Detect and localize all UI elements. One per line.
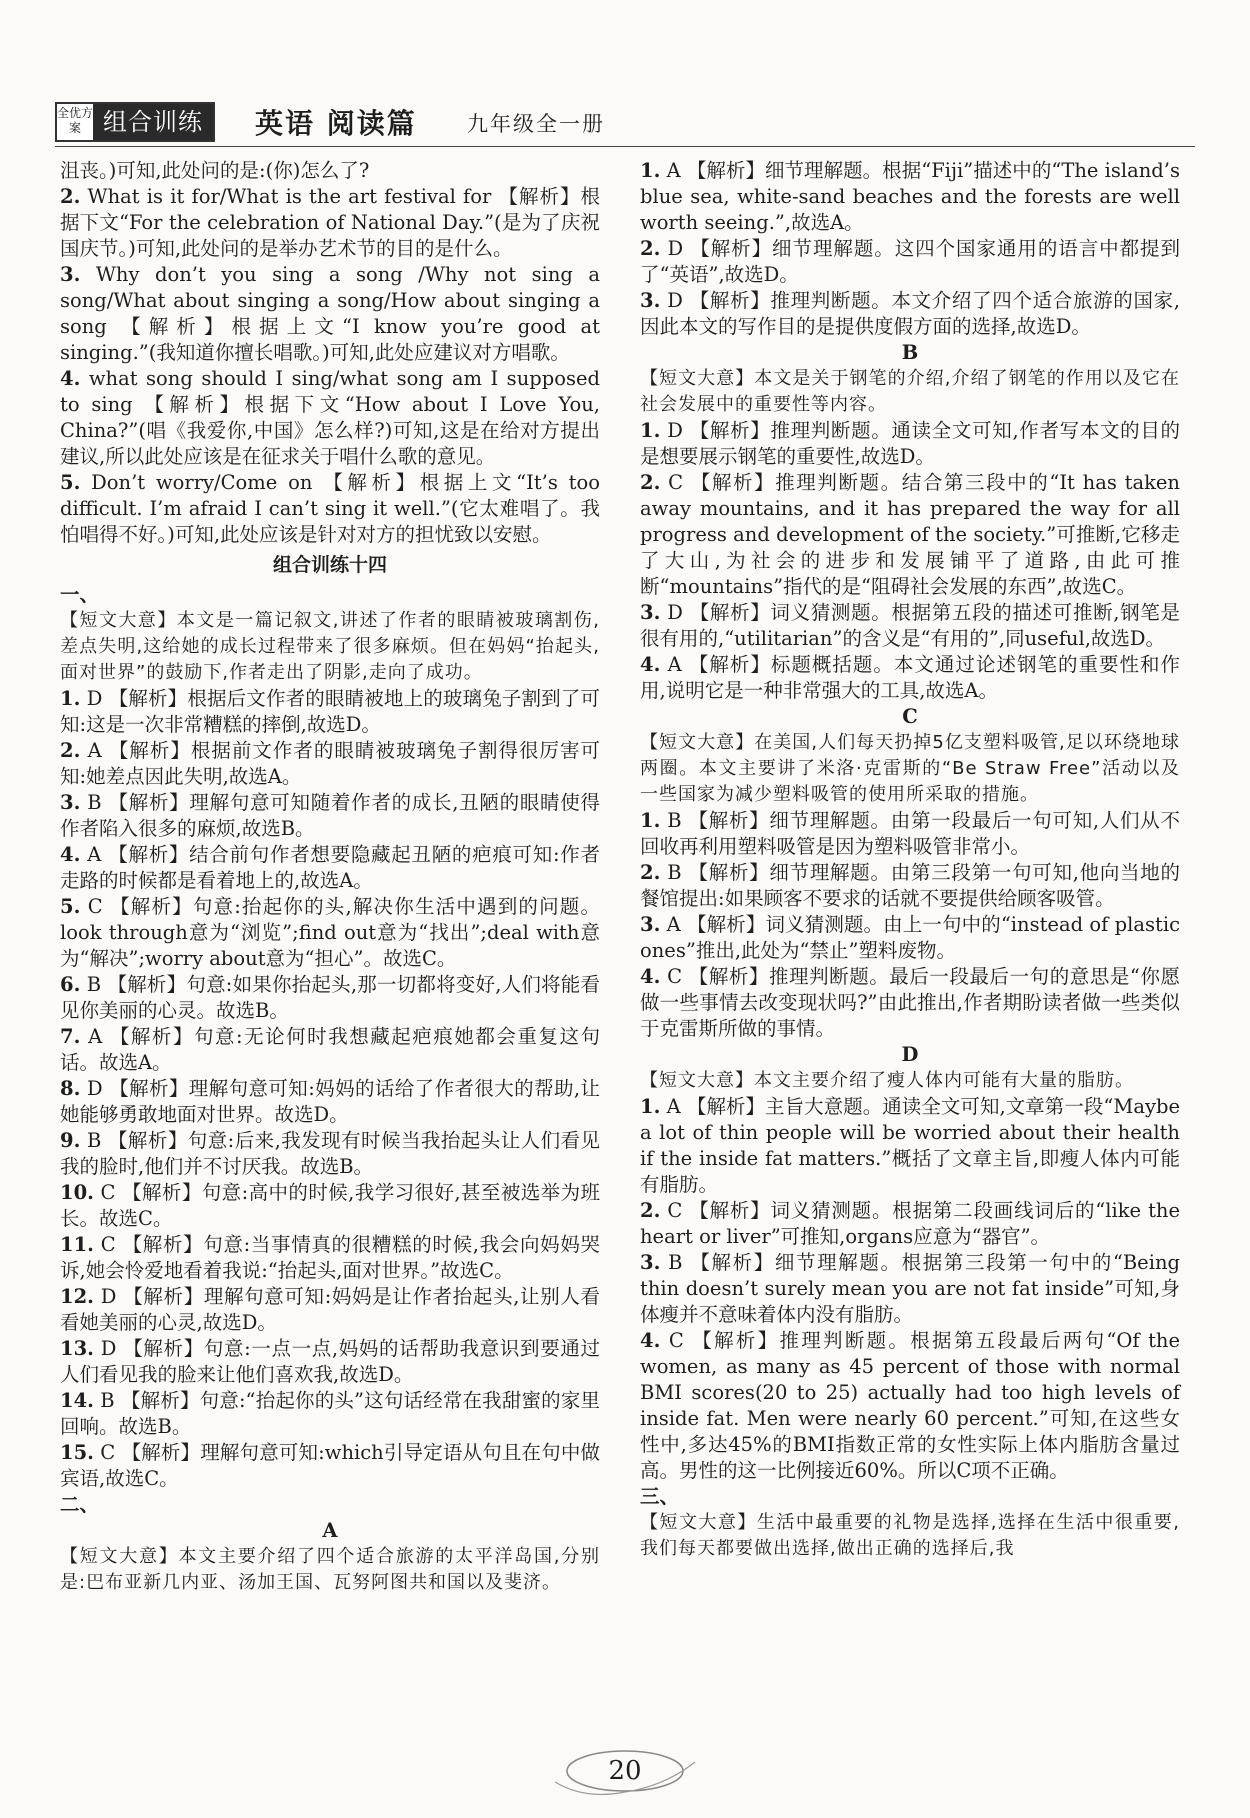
answer-item	[60, 842, 600, 894]
item-number: 13.	[60, 1337, 94, 1360]
item-text: B 【解析】理解句意可知随着作者的成长,丑陋的眼睛使得作者陷入很多的麻烦,故选B。	[60, 791, 600, 840]
answer-item	[60, 184, 600, 262]
item-text: B 【解析】句意:“抬起你的头”这句话经常在我甜蜜的家里回响。故选B。	[60, 1389, 600, 1438]
item-text: A 【解析】细节理解题。根据“Fiji”描述中的“The island’s blue sea, white-sand beaches and the forests are well worth seeing.”,故选A。	[640, 159, 1180, 234]
answer-item	[60, 1284, 600, 1336]
item-text: what song should I sing/what song am I supposed to sing 【解析】根据下文“How about I Love You, China?”(唱《我爱你,中国》怎么样?)可知,这是在给对方提出建议,所以此处应该是在征求关于唱什么歌的意见。	[60, 367, 600, 468]
item-text: B 【解析】细节理解题。由第一段最后一句可知,人们从不回收再利用塑料吸管是因为塑料吸管非常小。	[640, 809, 1180, 858]
item-text: C 【解析】句意:高中的时候,我学习很好,甚至被选举为班长。故选C。	[60, 1181, 600, 1230]
item-number: 2.	[640, 1199, 661, 1222]
answer-item	[60, 1076, 600, 1128]
item-number: 4.	[60, 843, 81, 866]
answer-item	[60, 790, 600, 842]
item-number: 3.	[640, 601, 661, 624]
item-text: What is it for/What is the art festival for 【解析】根据下文“For the celebration of National Day.”(是为了庆祝国庆节。)可知,此处问的是举办艺术节的目的是什么。	[60, 185, 600, 260]
answer-item	[640, 236, 1180, 288]
item-number: 3.	[60, 791, 81, 814]
answer-item	[640, 1250, 1180, 1328]
passage-summary: 【短文大意】本文主要介绍了四个适合旅游的太平洋岛国,分别是:巴布亚新几内亚、汤加王国、瓦努阿图共和国以及斐济。	[60, 1546, 601, 1593]
answer-item	[640, 964, 1180, 1042]
answer-item	[60, 1232, 600, 1284]
item-text: D 【解析】推理判断题。本文介绍了四个适合旅游的国家,因此本文的写作目的是提供度假方面的选择,故选D。	[640, 289, 1180, 338]
item-text: C 【解析】理解句意可知:which引导定语从句且在句中做宾语,故选C。	[60, 1441, 600, 1490]
item-number: 2.	[60, 185, 81, 208]
answer-item	[60, 1180, 600, 1232]
item-number: 11.	[60, 1233, 94, 1256]
answer-item	[60, 1024, 600, 1076]
item-number: 1.	[640, 419, 661, 442]
item-text: C 【解析】推理判断题。结合第三段中的“It has taken away mountains, and it has prepared the way for all progress and development of the society.”可推断,它移走了大山,为社会的进步和发展铺平了道路,由此可推断“mountains”指代的是“阻碍社会发展的东西”,故选C。	[640, 471, 1180, 598]
passage-letter: B	[901, 341, 919, 364]
item-number: 1.	[640, 159, 661, 182]
item-number: 3.	[60, 263, 81, 286]
item-text: B 【解析】细节理解题。由第三段第一句可知,他向当地的餐馆提出:如果顾客不要求的话就不要提供给顾客吸管。	[640, 861, 1180, 910]
item-number: 14.	[60, 1389, 94, 1412]
passage-letter: C	[902, 705, 918, 728]
right-column	[640, 158, 1180, 1562]
item-text: D 【解析】推理判断题。通读全文可知,作者写本文的目的是想要展示钢笔的重要性,故选D。	[640, 419, 1180, 468]
page-number	[565, 1748, 685, 1794]
answer-item	[640, 652, 1180, 704]
answer-item	[640, 1328, 1180, 1484]
answer-item	[60, 470, 600, 548]
item-text: A 【解析】根据前文作者的眼睛被玻璃兔子割得很厉害可知:她差点因此失明,故选A。	[60, 739, 600, 788]
page-number-text: 20	[608, 1756, 642, 1786]
section-title: 组合训练十四	[272, 554, 387, 576]
item-text: D 【解析】句意:一点一点,妈妈的话帮助我意识到要通过人们看见我的脸来让他们喜欢我,故选D。	[60, 1337, 600, 1386]
answer-item	[60, 366, 600, 470]
item-text: A 【解析】主旨大意题。通读全文可知,文章第一段“Maybe a lot of thin people will be worried about their health if the inside fat matters.”概括了文章主旨,即瘦人体内可能有脂肪。	[640, 1095, 1180, 1196]
item-number: 3.	[640, 913, 661, 936]
left-column	[60, 158, 600, 1596]
item-number: 3.	[640, 1251, 661, 1274]
item-text: D 【解析】细节理解题。这四个国家通用的语言中都提到了“英语”,故选D。	[640, 237, 1180, 286]
item-text: A 【解析】句意:无论何时我想藏起疤痕她都会重复这句话。故选A。	[60, 1025, 600, 1074]
item-number: 6.	[60, 973, 81, 996]
answer-item	[640, 1094, 1180, 1198]
item-number: 1.	[640, 1095, 661, 1118]
item-text: C 【解析】词义猜测题。根据第二段画线词后的“like the heart or liver”可推知,organs应意为“器官”。	[640, 1199, 1180, 1248]
passage-letter: A	[322, 1519, 338, 1542]
badge-small-label: 全优方案	[57, 104, 93, 140]
passage-summary: 【短文大意】本文是关于钢笔的介绍,介绍了钢笔的作用以及它在社会发展中的重要性等内容。	[640, 368, 1180, 415]
item-text: Why don’t you sing a song /Why not sing a song/What about singing a song/How about singing a song 【解析】根据上文“I know you’re good at singing.”(我知道你擅长唱歌。)可知,此处应建议对方唱歌。	[60, 263, 600, 364]
item-text: A 【解析】结合前句作者想要隐藏起丑陋的疤痕可知:作者走路的时候都是看着地上的,故选A。	[60, 843, 600, 892]
passage-letter: D	[901, 1043, 919, 1066]
answer-item	[60, 262, 600, 366]
item-number: 2.	[60, 739, 81, 762]
answer-item	[640, 158, 1180, 236]
item-text: B 【解析】句意:后来,我发现有时候当我抬起头让人们看见我的脸时,他们并不讨厌我。故选B。	[60, 1129, 600, 1178]
series-badge	[55, 102, 215, 142]
item-number: 4.	[640, 1329, 661, 1352]
item-text: Don’t worry/Come on 【解析】根据上文“It’s too difficult. I’m afraid I can’t sing it well.”(它太难唱了。我怕唱得不好。)可知,此处应该是针对对方的担忧致以安慰。	[60, 471, 600, 546]
item-text: C 【解析】句意:当事情真的很糟糕的时候,我会向妈妈哭诉,她会怜爱地看着我说:“抬起头,面对世界。”故选C。	[60, 1233, 600, 1282]
item-number: 4.	[640, 965, 661, 988]
item-number: 2.	[640, 471, 661, 494]
part-heading: 二、	[60, 1493, 100, 1516]
answer-item	[60, 1440, 600, 1492]
part-heading: 三、	[640, 1485, 680, 1508]
passage-summary: 【短文大意】在美国,人们每天扔掉5亿支塑料吸管,足以环绕地球两圈。本文主要讲了米洛·克雷斯的“Be Straw Free”活动以及一些国家为减少塑料吸管的使用所采取的措施。	[640, 732, 1180, 805]
item-text: C 【解析】推理判断题。最后一段最后一句的意思是“你愿做一些事情去改变现状吗?”由此推出,作者期盼读者做一些类似于克雷斯所做的事情。	[640, 965, 1180, 1040]
item-number: 1.	[640, 809, 661, 832]
item-text: B 【解析】句意:如果你抬起头,那一切都将变好,人们将能看见你美丽的心灵。故选B。	[60, 973, 600, 1022]
answer-item	[640, 860, 1180, 912]
item-number: 7.	[60, 1025, 81, 1048]
badge-main-label: 组合训练	[93, 104, 213, 140]
answer-item	[60, 894, 600, 972]
item-number: 5.	[60, 895, 81, 918]
item-text: C 【解析】句意:抬起你的头,解决你生活中遇到的问题。look through意为“浏览”;find out意为“找出”;deal with意为“解决”;worry about意为“担心”。故选C。	[60, 895, 600, 970]
answer-item	[640, 288, 1180, 340]
item-text: D 【解析】理解句意可知:妈妈是让作者抬起头,让别人看看她美丽的心灵,故选D。	[60, 1285, 600, 1334]
item-text: D 【解析】理解句意可知:妈妈的话给了作者很大的帮助,让她能够勇敢地面对世界。故选D。	[60, 1077, 600, 1126]
book-grade: 九年级全一册	[467, 112, 605, 136]
item-number: 3.	[640, 289, 661, 312]
item-number: 12.	[60, 1285, 94, 1308]
answer-item	[640, 1198, 1180, 1250]
answer-item	[640, 808, 1180, 860]
item-text: 沮丧。)可知,此处问的是:(你)怎么了?	[60, 159, 370, 182]
item-text: D 【解析】根据后文作者的眼睛被地上的玻璃兔子割到了可知:这是一次非常糟糕的摔倒,故选D。	[60, 687, 600, 736]
item-text: A 【解析】词义猜测题。由上一句中的“instead of plastic ones”推出,此处为“禁止”塑料废物。	[640, 913, 1180, 962]
item-number: 4.	[640, 653, 661, 676]
item-number: 2.	[640, 861, 661, 884]
item-number: 5.	[60, 471, 81, 494]
answer-item	[640, 418, 1180, 470]
answer-item	[640, 600, 1180, 652]
item-number: 9.	[60, 1129, 81, 1152]
book-title: 英语 阅读篇	[255, 107, 417, 140]
answer-item	[60, 1336, 600, 1388]
item-number: 1.	[60, 687, 81, 710]
answer-item	[60, 686, 600, 738]
answer-item	[60, 972, 600, 1024]
page-header	[55, 100, 1195, 144]
item-number: 4.	[60, 367, 81, 390]
item-number: 2.	[640, 237, 661, 260]
item-number: 15.	[60, 1441, 94, 1464]
answer-item	[60, 1128, 600, 1180]
item-text: B 【解析】细节理解题。根据第三段第一句中的“Being thin doesn’t surely mean you are not fat inside”可知,身体瘦并不意味着体内没有脂肪。	[640, 1251, 1180, 1326]
passage-summary: 【短文大意】本文主要介绍了瘦人体内可能有大量的脂肪。	[640, 1070, 1134, 1091]
item-text: D 【解析】词义猜测题。根据第五段的描述可推断,钢笔是很有用的,“utilitarian”的含义是“有用的”,同useful,故选D。	[640, 601, 1180, 650]
part-heading: 一、	[60, 583, 100, 606]
answer-item	[60, 158, 600, 184]
answer-item	[60, 1388, 600, 1440]
passage-summary: 【短文大意】生活中最重要的礼物是选择,选择在生活中很重要,我们每天都要做出选择,做出正确的选择后,我	[640, 1512, 1180, 1559]
item-number: 10.	[60, 1181, 94, 1204]
item-text: C 【解析】推理判断题。根据第五段最后两句“Of the women, as many as 45 percent of those with normal BMI scores(20 to 25) actually had too high levels of inside fat. Men were nearly 60 percent.”可知,在这些女性中,多达45%的BMI指数正常的女性实际上体内脂肪含量过高。男性的这一比例接近60%。所以C项不正确。	[640, 1329, 1180, 1482]
header-rule	[55, 146, 1195, 147]
item-number: 8.	[60, 1077, 81, 1100]
answer-item	[60, 738, 600, 790]
answer-item	[640, 912, 1180, 964]
item-text: A 【解析】标题概括题。本文通过论述钢笔的重要性和作用,说明它是一种非常强大的工具,故选A。	[640, 653, 1180, 702]
answer-item	[640, 470, 1180, 600]
passage-summary: 【短文大意】本文是一篇记叙文,讲述了作者的眼睛被玻璃割伤,差点失明,这给她的成长过程带来了很多麻烦。但在妈妈“抬起头,面对世界”的鼓励下,作者走出了阴影,走向了成功。	[60, 610, 600, 683]
